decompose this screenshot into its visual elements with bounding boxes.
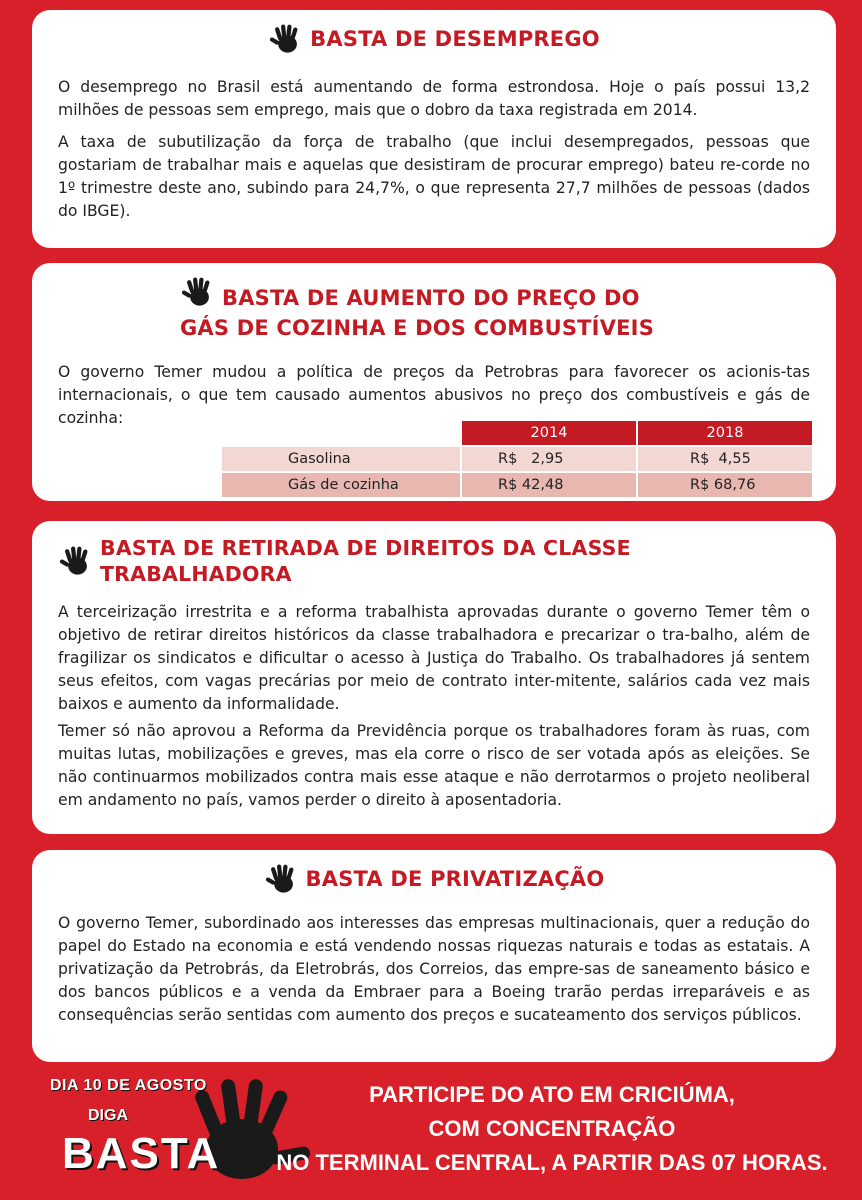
event-line: COM CONCENTRAÇÃO	[428, 1116, 676, 1141]
paragraph: A taxa de subutilização da força de trabalho (que inclui desempregados, pessoas que gostariam de trabalhar mais e aquelas que desistiram de procurar emprego) bateu re-corde no 1º trimestre deste ano, subindo para 24,7%, o que representa 27,7 milhões de pessoas (dados do IBGE).	[58, 133, 810, 220]
section-title: GÁS DE COZINHA E DOS COMBUSTÍVEIS	[180, 316, 655, 340]
table-cell-2014: R$ 42,48	[462, 473, 636, 497]
section-title: BASTA DE DESEMPREGO	[310, 27, 600, 51]
paragraph: Temer só não aprovou a Reforma da Previdência porque os trabalhadores foram às ruas, com muitas lutas, mobilizações e greves, mas ela corre o risco de ser votada após as eleições. Se não continuarmos mobilizados contra mais esse ataque e não derrotarmos o projeto neoliberal em andamento no país, vamos perder o direito à aposentadoria.	[58, 722, 810, 809]
section-gas-prices	[32, 263, 836, 501]
section-workers-rights	[32, 521, 836, 834]
section-heading	[58, 862, 810, 896]
event-call	[262, 1078, 842, 1180]
paragraph: O desemprego no Brasil está aumentando de forma estrondosa. Hoje o país possui 13,2 milhões de pessoas sem emprego, mais que o dobro da taxa registrada em 2014.	[58, 78, 810, 119]
table-cell-label: Gasolina	[222, 447, 460, 471]
section-unemployment	[32, 10, 836, 248]
section-title: BASTA DE AUMENTO DO PREÇO DO	[222, 286, 640, 310]
section-title: BASTA DE RETIRADA DE DIREITOS DA CLASSE TRABALHADORA	[100, 536, 631, 586]
table-header-2018: 2018	[638, 421, 812, 445]
event-line: NO TERMINAL CENTRAL, A PARTIR DAS 07 HORAS.	[276, 1150, 828, 1175]
hand-icon	[264, 862, 298, 896]
hand-icon	[58, 544, 92, 578]
basta-logo	[50, 1075, 280, 1190]
paragraph: O governo Temer, subordinado aos interesses das empresas multinacionais, quer a redução do papel do Estado na economia e está vendendo nossas riquezas naturais e todas as estatais. A privatização da Petrobrás, da Eletrobrás, dos Correios, das empre-sas de saneamento básico e dos bancos públicos e a venda da Embraer para a Boeing trarão perdas irreparáveis e as consequências serão sentidas com aumento dos preços e sucateamento dos serviços públicos.	[58, 914, 810, 1024]
table-header-row	[222, 421, 812, 445]
table-row	[222, 447, 812, 471]
section-privatization	[32, 850, 836, 1062]
table-cell-label: Gás de cozinha	[222, 473, 460, 497]
price-table	[222, 421, 812, 499]
logo-basta: BASTA	[62, 1129, 221, 1178]
table-cell-2018: R$ 68,76	[638, 473, 812, 497]
section-heading	[58, 275, 810, 343]
table-header-2014: 2014	[462, 421, 636, 445]
paragraph: A terceirização irrestrita e a reforma trabalhista aprovadas durante o governo Temer têm o objetivo de retirar direitos históricos da classe trabalhadora e precarizar o tra-balho, além de fragilizar os sindicatos e dificultar o acesso à Justiça do Trabalho. Os trabalhadores já sentem seus efeitos, com vagas precárias por meio de contrato inter-mitente, salários cada vez mais baixos e aumento da informalidade.	[58, 603, 810, 713]
event-line: PARTICIPE DO ATO EM CRICIÚMA,	[369, 1082, 735, 1107]
table-row	[222, 473, 812, 497]
table-cell-2014: R$ 2,95	[462, 447, 636, 471]
hand-icon	[268, 22, 302, 56]
section-title: BASTA DE PRIVATIZAÇÃO	[305, 867, 605, 891]
table-cell-2018: R$ 4,55	[638, 447, 812, 471]
paragraph: O governo Temer mudou a política de preços da Petrobras para favorecer os acionis-tas internacionais, o que tem causado aumentos abusivos no preço dos combustíveis e gás de cozinha:	[58, 363, 810, 427]
table-header-empty	[222, 421, 460, 445]
logo-diga: DIGA	[88, 1107, 128, 1124]
logo-date: DIA 10 DE AGOSTO	[50, 1077, 207, 1094]
section-heading	[58, 22, 810, 56]
section-heading	[58, 535, 810, 587]
